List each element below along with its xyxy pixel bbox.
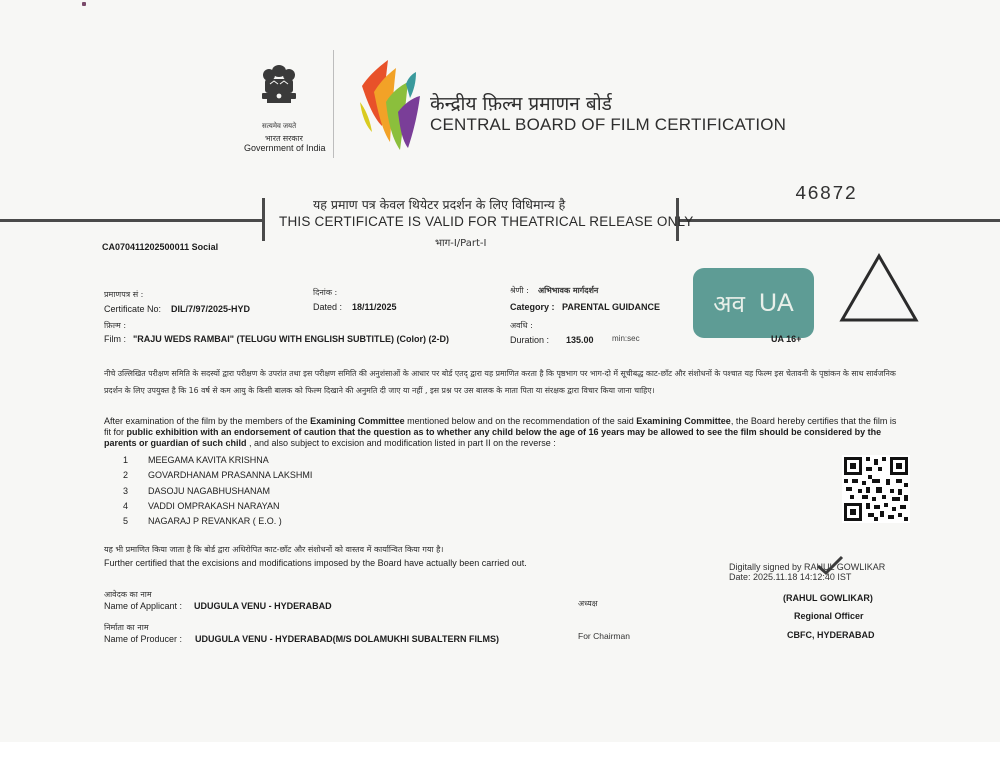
- officer-name: (RAHUL GOWLIKAR): [783, 593, 873, 603]
- para-bold: Examining Committee: [636, 416, 731, 426]
- category-label: Category :: [510, 302, 555, 312]
- qr-code-icon: [842, 455, 910, 523]
- banner-tick-left: [262, 198, 265, 241]
- category-value: PARENTAL GUIDANCE: [562, 302, 661, 312]
- rating-badge: [693, 268, 814, 338]
- committee-number: 5: [123, 516, 129, 526]
- rating-english: UA: [758, 288, 794, 317]
- digital-signature-date: Date: 2025.11.18 14:12:40 IST: [729, 572, 852, 582]
- film-title: "RAJU WEDS RAMBAI" (TELUGU WITH ENGLISH SUBTITLE) (Color) (2-D): [133, 334, 450, 344]
- ink-speck: [82, 2, 86, 6]
- duration-hindi-label: अवधि :: [510, 321, 533, 330]
- producer-label: Name of Producer :: [104, 634, 183, 644]
- para-part: , and also subject to excision and modification listed in part II on the reverse :: [246, 438, 556, 448]
- cert-no-value: DIL/7/97/2025-HYD: [171, 304, 251, 314]
- producer-value: UDUGULA VENU - HYDERABAD(M/S DOLAMUKHI SUBALTERN FILMS): [195, 634, 499, 644]
- duration-label: Duration :: [510, 335, 550, 345]
- banner-rule-left: [0, 219, 265, 222]
- category-hindi-value: अभिभावक मार्गदर्शन: [538, 286, 599, 295]
- reference-number: CA070411202500011 Social: [102, 242, 219, 252]
- validity-english: THIS CERTIFICATE IS VALID FOR THEATRICAL RELEASE ONLY: [279, 214, 694, 229]
- serial-number: 46872: [795, 183, 858, 205]
- government-of-india: Government of India: [244, 143, 326, 153]
- date-label: Dated :: [313, 302, 343, 312]
- producer-hindi-label: निर्माता का नाम: [104, 623, 149, 632]
- applicant-value: UDUGULA VENU - HYDERABAD: [194, 601, 332, 611]
- board-name-hindi: केन्द्रीय फ़िल्म प्रमाणन बोर्ड: [430, 93, 612, 115]
- board-name-english: CENTRAL BOARD OF FILM CERTIFICATION: [430, 115, 787, 134]
- officer-title: Regional Officer: [794, 611, 864, 621]
- cert-no-hindi-label: प्रमाणपत्र सं :: [104, 290, 144, 299]
- rating-subcategory: UA 16+: [771, 334, 802, 344]
- committee-number: 4: [123, 501, 129, 511]
- committee-member: VADDI OMPRAKASH NARAYAN: [148, 501, 280, 511]
- part-label: भाग-I/Part-I: [435, 238, 487, 249]
- para-part: After examination of the film by the members of the: [104, 416, 311, 426]
- committee-number: 2: [123, 470, 129, 480]
- committee-number: 3: [123, 486, 129, 496]
- chairman-hindi: अध्यक्ष: [578, 599, 598, 608]
- committee-member: DASOJU NAGABHUSHANAM: [148, 486, 271, 496]
- applicant-label: Name of Applicant :: [104, 601, 183, 611]
- para-bold: Examining Committee: [310, 416, 405, 426]
- banner-rule-right: [676, 219, 1000, 222]
- further-certified-english: Further certified that the excisions and modifications imposed by the Board have actually been carried out.: [104, 558, 527, 568]
- category-hindi-label: श्रेणी :: [510, 286, 529, 295]
- for-chairman: For Chairman: [578, 631, 630, 641]
- duration-value: 135.00: [566, 335, 594, 345]
- header-divider: [333, 50, 334, 158]
- certification-text-english: [104, 416, 898, 449]
- motto-text: सत्यमेव जयते: [262, 123, 297, 130]
- duration-unit: min:sec: [612, 334, 640, 343]
- para-part: , the Board hereby certifies that the film is fit for: [104, 416, 897, 437]
- signature-check-icon: [815, 554, 845, 576]
- triangle-symbol-icon: [838, 252, 920, 324]
- cert-no-label: Certificate No:: [104, 304, 162, 314]
- committee-member: MEEGAMA KAVITA KRISHNA: [148, 455, 269, 465]
- date-hindi-label: दिनांक :: [313, 288, 338, 297]
- gov-hindi: भारत सरकार: [265, 134, 303, 143]
- ashoka-emblem-icon: [256, 62, 302, 120]
- para-part: mentioned below and on the recommendation of the said: [404, 416, 637, 426]
- rating-hindi: अव: [713, 289, 745, 318]
- committee-member: NAGARAJ P REVANKAR ( E.O. ): [148, 516, 282, 526]
- page-bottom-margin: [0, 742, 1000, 773]
- film-hindi-label: फ़िल्म :: [104, 321, 127, 330]
- committee-number: 1: [123, 455, 129, 465]
- committee-member: GOVARDHANAM PRASANNA LAKSHMI: [148, 470, 313, 480]
- certification-text-hindi: नीचे उल्लिखित परीक्षण समिति के सदस्यों द्वारा परीक्षण के उपरांत तथा इस परीक्षण समिति की अनुशंसाओं के आधार पर बोर्ड एतद् द्वारा यह प्रमाणित करता है कि पृष्ठभाग पर भाग-दो में सूचीबद्ध काट-छाँट और संशोधनों के पश्चात यह फिल्म इस चेतावनी के पृष्ठांकन के साथ सार्वजनिक प्रदर्शन के लिए उपयुक्त है कि 16 वर्ष से कम आयु के किसी बालक को फिल्म दिखाने की अनुमति दी जाए या नहीं , इस प्रश्न पर उस बालक के माता पिता या संरक्षक द्वारा विचार किया जाना चाहिए।: [104, 369, 896, 395]
- further-certified-hindi: यह भी प्रमाणित किया जाता है कि बोर्ड द्वारा अधिरोपित काट-छाँट और संशोधनों को वास्तव में कार्यान्वित किया गया है।: [104, 545, 444, 554]
- validity-hindi: यह प्रमाण पत्र केवल थियेटर प्रदर्शन के लिए विधिमान्य है: [313, 197, 566, 212]
- cbfc-logo-icon: [360, 56, 424, 154]
- para-bold: public exhibition with an endorsement of caution that the question as to whether any child below the age of 16 years may be allowed to see the film should be considered by the parents or guardian of such child: [104, 427, 882, 448]
- digital-signature-line: Digitally signed by RAHUL GOWLIKAR: [729, 562, 886, 572]
- film-label: Film :: [104, 334, 126, 344]
- applicant-hindi-label: आवेदक का नाम: [104, 590, 152, 599]
- officer-office: CBFC, HYDERABAD: [787, 630, 875, 640]
- date-value: 18/11/2025: [352, 302, 397, 312]
